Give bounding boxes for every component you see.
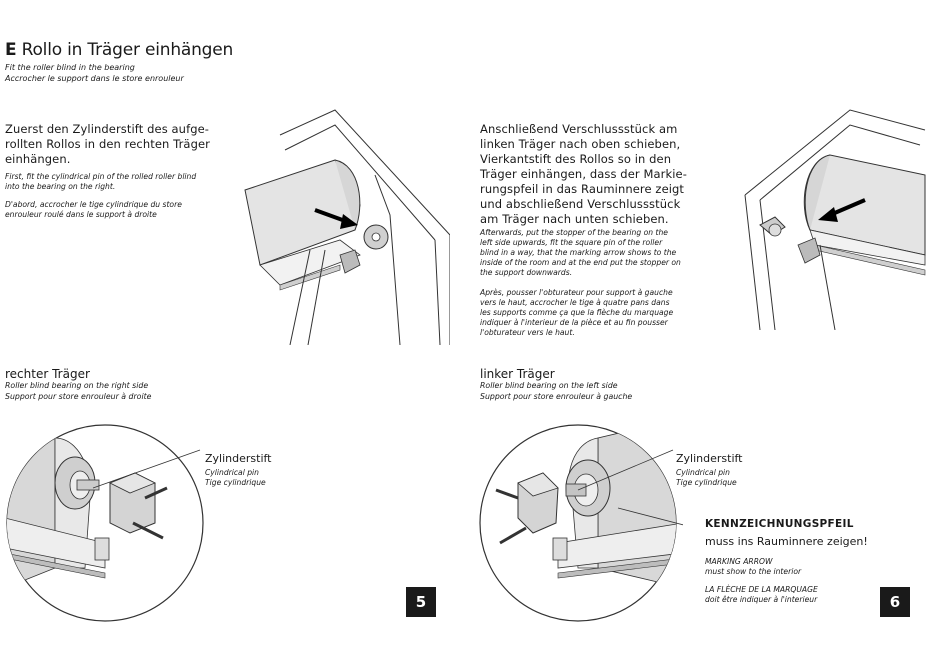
marking-arrow-en — [705, 557, 801, 577]
right-bearing-mounting-illustration — [240, 105, 450, 345]
text-line: vers le haut, accrocher le tige à quatre pans dans — [480, 298, 670, 307]
text-line: einhängen. — [5, 152, 71, 166]
text-line: blind in a way, that the marking arrow shows to the — [480, 248, 677, 257]
left-bearing-detail-illustration — [478, 418, 683, 628]
text-line: rungspfeil in das Rauminnere zeigt — [480, 182, 685, 196]
right-bearing-heading: linker Träger — [480, 367, 555, 381]
text-line: inside of the room and at the end put the stopper on — [480, 258, 681, 267]
left-bearing-mounting-illustration — [720, 105, 930, 330]
section-title — [5, 40, 233, 60]
left-bearing-fr: Support pour store enrouleur à droite — [5, 392, 152, 401]
text-line: linken Träger nach oben schieben, — [480, 137, 681, 151]
text-line: the support downwards. — [480, 268, 573, 277]
section-subtitle-en: Fit the roller blind in the bearing — [5, 63, 135, 72]
text-line: enrouleur roulé dans le support à droite — [5, 210, 157, 219]
text-line: rollten Rollos in den rechten Träger — [5, 137, 210, 151]
section-letter: E — [5, 40, 17, 60]
text-line: les supports comme ça que la flèche du marquage — [480, 308, 674, 317]
text-line: left side upwards, fit the square pin of the roller — [480, 238, 663, 247]
right-bearing-fr: Support pour store enrouleur à gauche — [480, 392, 633, 401]
left-instruction-en — [5, 172, 215, 192]
text-line: doit être indiquer à l'interieur — [705, 595, 818, 604]
text-line: LA FLÈCHE DE LA MARQUAGE — [705, 585, 818, 594]
marking-arrow-label: KENNZEICHNUNGSPFEIL — [705, 518, 854, 530]
right-pin-fr: Tige cylindrique — [676, 478, 737, 487]
right-instruction-fr — [480, 288, 700, 338]
text-line: D'abord, accrocher le tige cylindrique du store — [5, 200, 182, 209]
section-title-text: Rollo in Träger einhängen — [16, 40, 234, 60]
text-line: Träger einhängen, dass der Markie- — [480, 167, 687, 181]
left-pin-en: Cylindrical pin — [205, 468, 259, 477]
left-bearing-en: Roller blind bearing on the right side — [5, 381, 149, 390]
text-line: MARKING ARROW — [705, 557, 773, 566]
right-pin-en: Cylindrical pin — [676, 468, 730, 477]
marking-arrow-de: muss ins Rauminnere zeigen! — [705, 535, 868, 548]
section-subtitle-fr: Accrocher le support dans le store enrouleur — [5, 74, 184, 83]
right-instruction-en — [480, 228, 700, 278]
text-line: Après, pousser l'obturateur pour support à gauche — [480, 288, 673, 297]
right-bearing-detail-illustration — [5, 418, 210, 628]
marking-arrow-fr — [705, 585, 818, 605]
text-line: First, fit the cylindrical pin of the rolled roller blind — [5, 172, 197, 181]
left-bearing-heading: rechter Träger — [5, 367, 90, 381]
text-line: am Träger nach unten schieben. — [480, 212, 669, 226]
page-number-right: 6 — [880, 587, 910, 617]
text-line: must show to the interior — [705, 567, 802, 576]
text-line: Zuerst den Zylinderstift des aufge- — [5, 122, 210, 136]
left-instruction-fr — [5, 200, 215, 220]
text-line: Vierkantstift des Rollos so in den — [480, 152, 672, 166]
right-bearing-en: Roller blind bearing on the left side — [480, 381, 618, 390]
text-line: indiquer à l'interieur de la pièce et au fin pousser — [480, 318, 668, 327]
right-instruction-de — [480, 122, 700, 227]
left-pin-label: Zylinderstift — [205, 452, 272, 465]
text-line: into the bearing on the right. — [5, 182, 116, 191]
text-line: Anschließend Verschlussstück am — [480, 122, 678, 136]
page-number-left: 5 — [406, 587, 436, 617]
left-instruction-de — [5, 122, 215, 167]
left-pin-fr: Tige cylindrique — [205, 478, 266, 487]
right-pin-label: Zylinderstift — [676, 452, 743, 465]
text-line: und abschließend Verschlussstück — [480, 197, 681, 211]
text-line: l'obturateur vers le haut. — [480, 328, 575, 337]
text-line: Afterwards, put the stopper of the bearing on the — [480, 228, 668, 237]
